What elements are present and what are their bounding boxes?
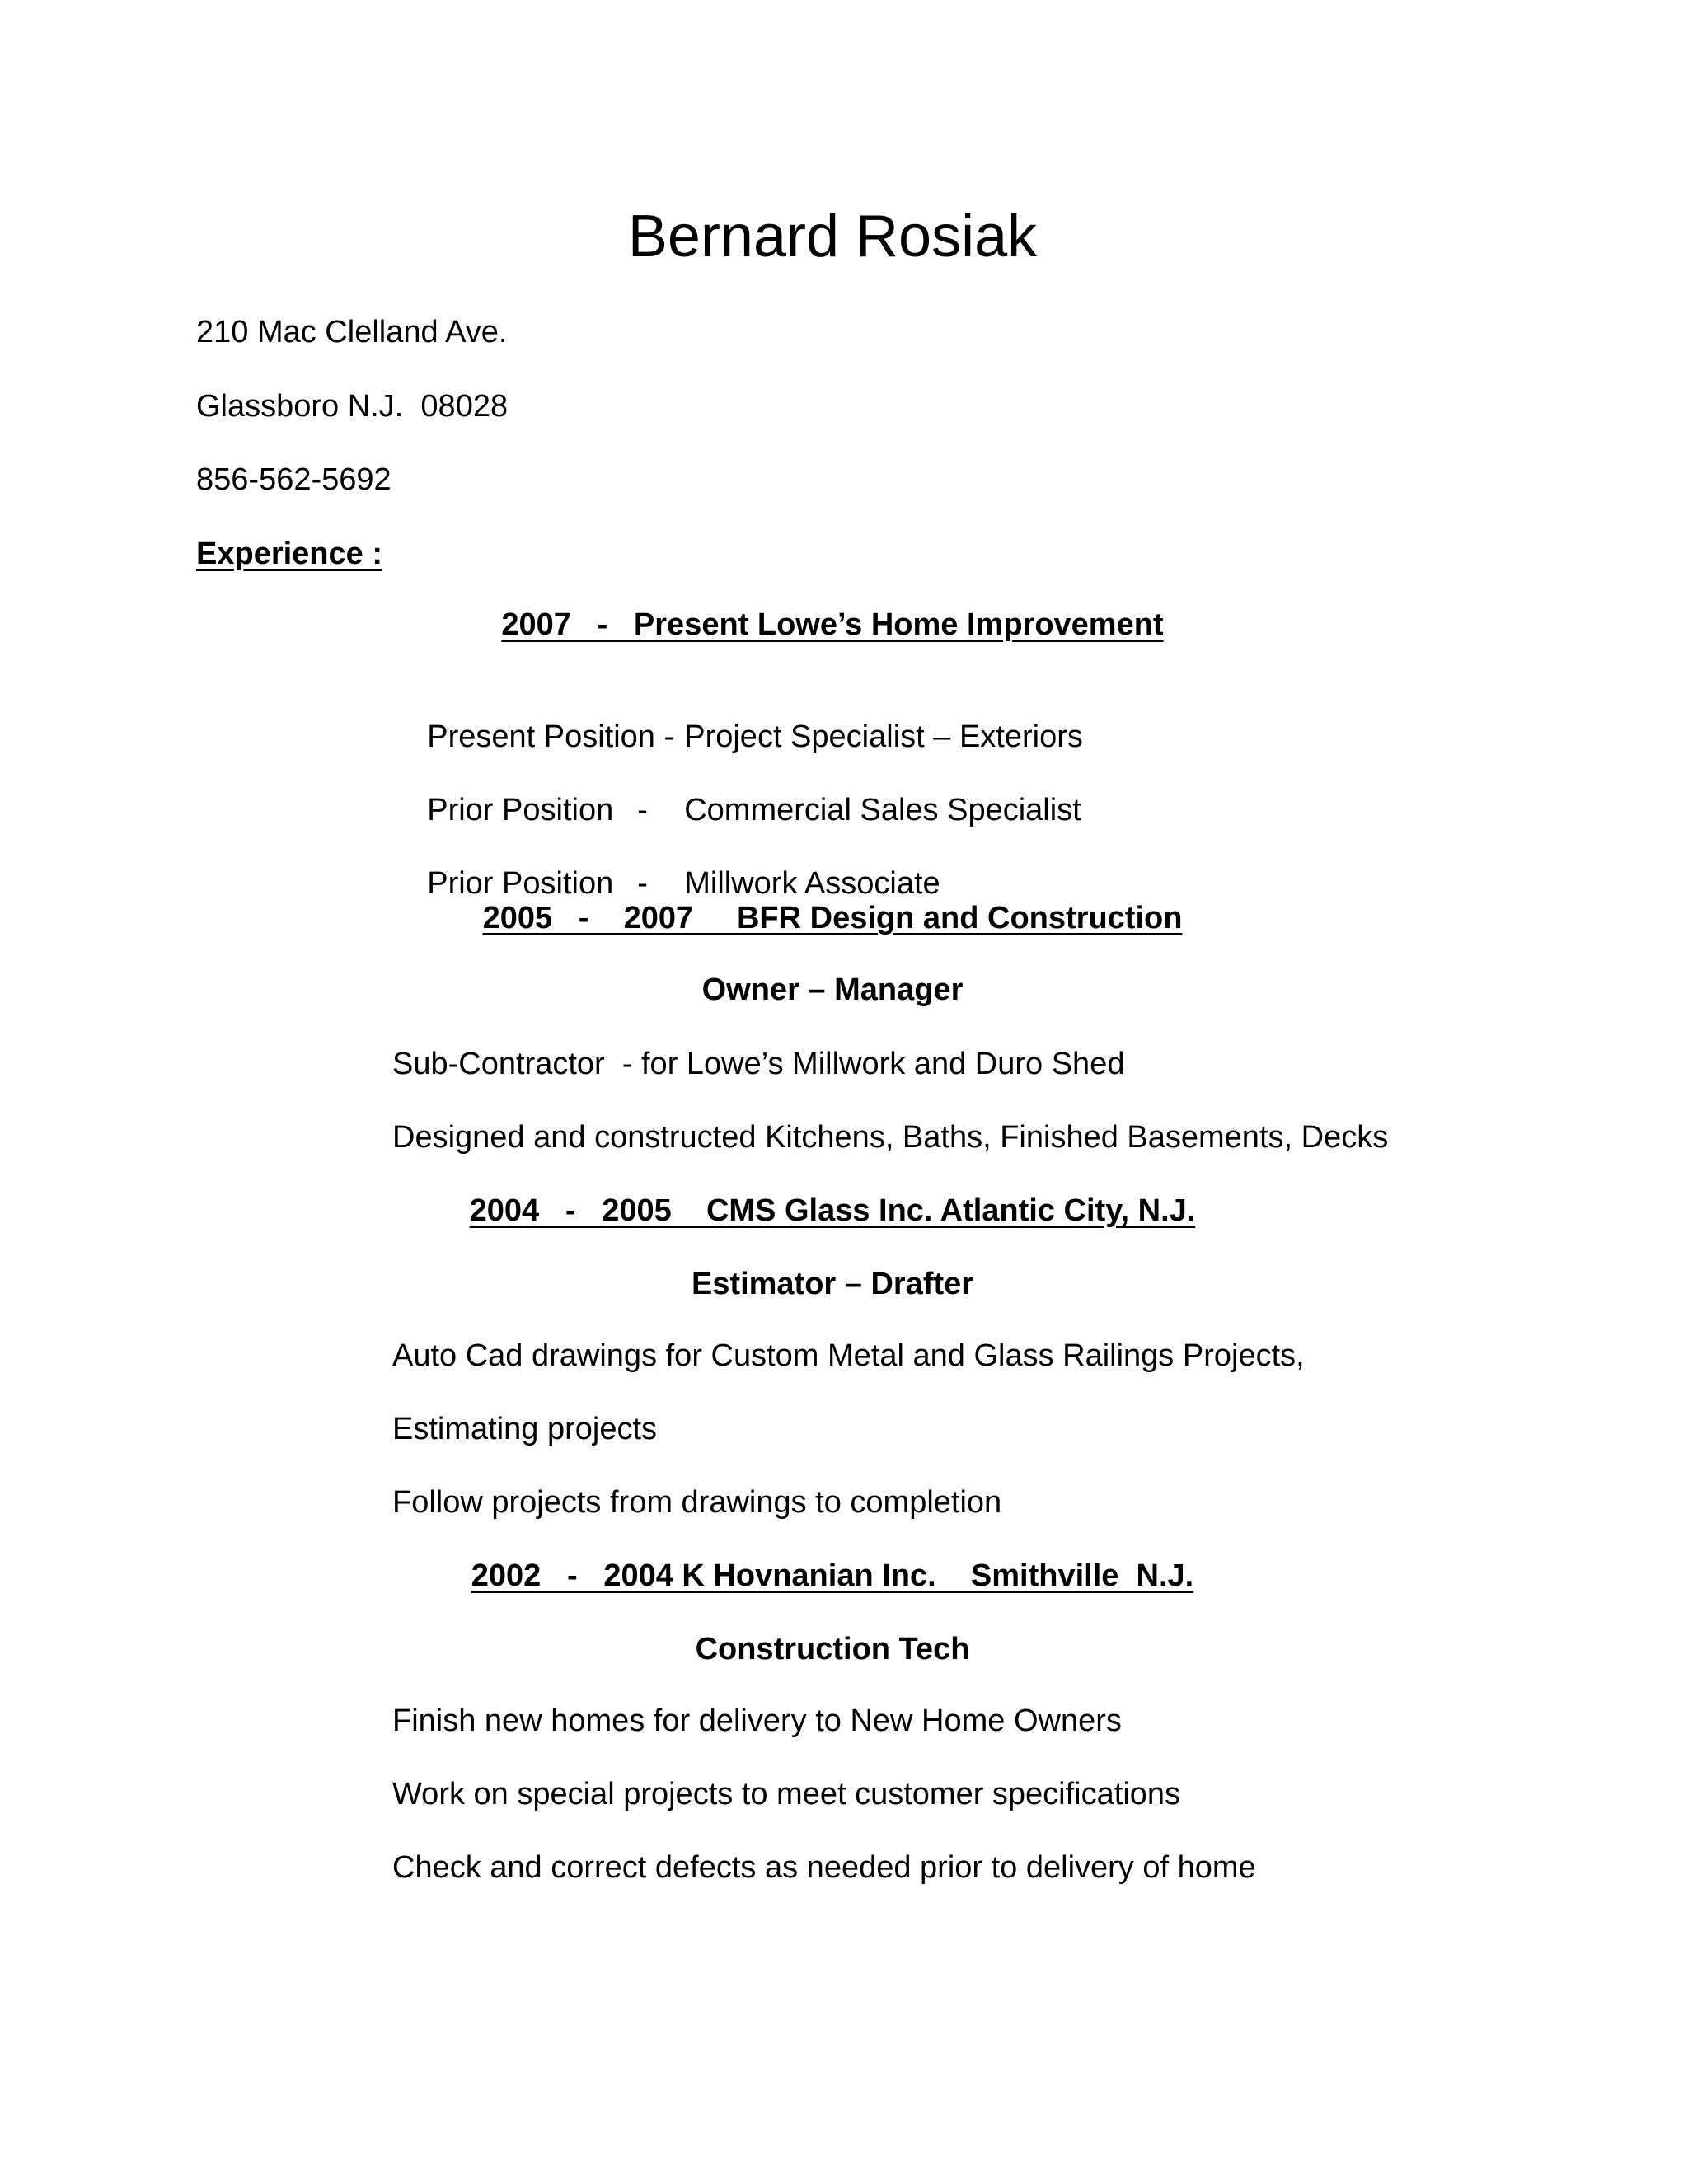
job-detail: Check and correct defects as needed prior to delivery of home [392,1850,1256,1885]
job-title-line: 2002 - 2004 K Hovnanian Inc. Smithville N.J. [471,1558,1194,1593]
job-detail: Finish new homes for delivery to New Home Owners [392,1704,1122,1738]
job-role: Estimator – Drafter [691,1267,974,1301]
job-role: Construction Tech [695,1632,970,1666]
address-line-1: 210 Mac Clelland Ave. [196,315,508,349]
resume-name: Bernard Rosiak [627,204,1038,269]
position-dash: - [637,866,648,901]
position-value: Commercial Sales Specialist [684,793,1081,827]
job-detail: Work on special projects to meet customer specifications [392,1777,1181,1811]
position-dash: - [637,793,648,827]
job-detail: Follow projects from drawings to completion [392,1485,1002,1520]
job-detail: Auto Cad drawings for Custom Metal and Glass Railings Projects, [392,1338,1305,1373]
experience-heading: Experience : [196,537,382,571]
job-title-line: 2007 - Present Lowe’s Home Improvement [501,607,1164,642]
job-detail: Sub-Contractor - for Lowe’s Millwork and Duro Shed [392,1047,1125,1081]
position-label: Prior Position [427,866,614,901]
job-detail: Designed and constructed Kitchens, Baths, Finished Basements, Decks [392,1120,1389,1155]
address-line-2: Glassboro N.J. 08028 [196,389,509,424]
position-label: Present Position - [427,719,675,754]
position-label: Prior Position [427,793,614,827]
position-value: Project Specialist – Exteriors [684,719,1083,754]
job-title-line: 2005 - 2007 BFR Design and Construction [482,901,1183,935]
phone-number: 856-562-5692 [196,462,392,497]
job-title-line: 2004 - 2005 CMS Glass Inc. Atlantic City, N.J. [469,1193,1196,1228]
position-value: Millwork Associate [684,866,940,901]
job-detail: Estimating projects [392,1412,658,1446]
job-role: Owner – Manager [701,972,964,1007]
